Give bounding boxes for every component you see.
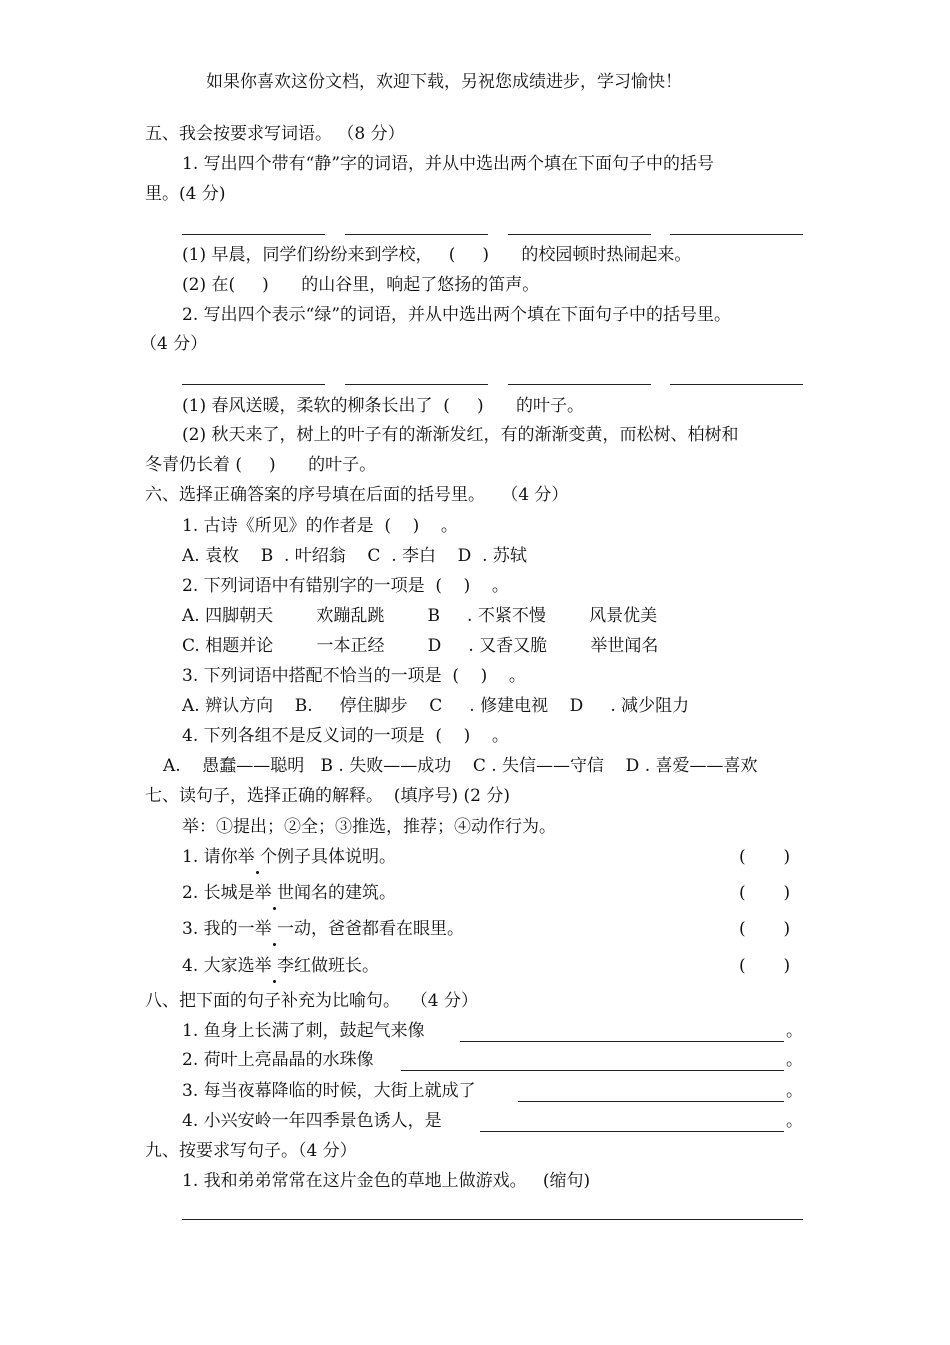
s5-q1-answer-blank-4[interactable] <box>670 234 803 235</box>
s5-q2-sentence-2-line2: 冬青仍长着 ( ) 的叶子。 <box>145 455 377 475</box>
s8-item-4-end: 。 <box>786 1111 803 1131</box>
s7-item-key-char: 举 <box>254 883 272 903</box>
s7-item-key-char: 举 <box>237 847 255 867</box>
s5-q2-answer-blank-3[interactable] <box>508 384 651 385</box>
s5-q1-answer-blank-3[interactable] <box>508 234 651 235</box>
s7-item-key-char: 举 <box>254 956 272 976</box>
s7-item-1 <box>182 847 396 867</box>
s6-q3-options: A. 辨认方向 B. 停住脚步 C . 修建电视 D . 减少阻力 <box>182 696 690 716</box>
s8-item-2-answer-blank[interactable] <box>401 1070 784 1071</box>
s7-item-3 <box>182 919 464 939</box>
emphasis-dot <box>256 871 259 874</box>
s8-item-3-text: 3. 每当夜幕降临的时候，大街上就成了 <box>182 1081 476 1101</box>
s6-q1: 1. 古诗《所见》的作者是 ( ) 。 <box>182 516 458 536</box>
s5-q1-line1: 1. 写出四个带有“静”字的词语，并从中选出两个填在下面句子中的括号 <box>182 154 715 174</box>
s7-item-post: 一动，爸爸都看在眼里。 <box>271 919 465 939</box>
s7-item-pre: 1. 请你 <box>182 847 238 867</box>
section-8-title: 八、把下面的句子补充为比喻句。 （4 分） <box>145 991 479 1011</box>
s7-item-post: 世闻名的建筑。 <box>271 883 397 903</box>
s7-item-3-answer-paren[interactable]: ( ) <box>739 919 791 939</box>
s8-item-1-text: 1. 鱼身上长满了刺，鼓起气来像 <box>182 1021 425 1041</box>
s5-q2-line2: （4 分） <box>140 334 208 354</box>
s8-item-3-answer-blank[interactable] <box>518 1101 784 1102</box>
emphasis-dot <box>273 907 276 910</box>
emphasis-dot <box>273 943 276 946</box>
s7-item-1-answer-paren[interactable]: ( ) <box>739 847 791 867</box>
s5-q1-answer-blank-2[interactable] <box>345 234 488 235</box>
section-7-title: 七、读句子，选择正确的解释。 (填序号) (2 分) <box>145 786 510 806</box>
emphasis-dot <box>273 980 276 983</box>
s7-item-2-answer-paren[interactable]: ( ) <box>739 883 791 903</box>
section-6-title: 六、选择正确答案的序号填在后面的括号里。 （4 分） <box>145 485 569 505</box>
s7-item-key-char: 举 <box>254 919 272 939</box>
s6-q4: 4. 下列各组不是反义词的一项是 ( ) 。 <box>182 726 509 746</box>
s7-definitions: 举：①提出；②全；③推选，推荐；④动作行为。 <box>182 817 556 837</box>
s7-item-pre: 3. 我的一 <box>182 919 255 939</box>
s5-q2-answer-blank-1[interactable] <box>182 384 325 385</box>
s7-item-pre: 2. 长城是 <box>182 883 255 903</box>
s7-item-2 <box>182 883 396 903</box>
s5-q1-line2: 里。(4 分) <box>145 184 226 204</box>
s5-q1-sentence-2: (2) 在( ) 的山谷里，响起了悠扬的笛声。 <box>182 275 540 295</box>
s6-q2: 2. 下列词语中有错别字的一项是 ( ) 。 <box>182 576 509 596</box>
s8-item-2-text: 2. 荷叶上亮晶晶的水珠像 <box>182 1050 374 1070</box>
s6-q2-options-row1: A. 四脚朝天 欢蹦乱跳 B . 不紧不慢 风景优美 <box>182 606 658 626</box>
s8-item-1-answer-blank[interactable] <box>460 1041 784 1042</box>
s8-item-4-text: 4. 小兴安岭一年四季景色诱人，是 <box>182 1111 442 1131</box>
s5-q2-line1: 2. 写出四个表示“绿”的词语，并从中选出两个填在下面句子中的括号里。 <box>182 305 732 325</box>
s7-item-post: 李红做班长。 <box>271 956 380 976</box>
s5-q2-sentence-1: (1) 春风送暖，柔软的柳条长出了 ( ) 的叶子。 <box>182 396 584 416</box>
s8-item-1-end: 。 <box>786 1021 803 1041</box>
s8-item-3-end: 。 <box>786 1081 803 1101</box>
s5-q1-sentence-1: (1) 早晨，同学们纷纷来到学校， ( ) 的校园顿时热闹起来。 <box>182 245 692 265</box>
page-header-note: 如果你喜欢这份文档，欢迎下载，另祝您成绩进步，学习愉快！ <box>206 72 682 92</box>
s6-q2-options-row2: C. 相题并论 一本正经 D . 又香又脆 举世闻名 <box>182 636 659 656</box>
s7-item-4 <box>182 956 379 976</box>
s5-q2-answer-blank-2[interactable] <box>345 384 488 385</box>
section-5-title: 五、我会按要求写词语。 （8 分） <box>145 124 405 144</box>
s5-q1-answer-blank-1[interactable] <box>182 234 325 235</box>
s7-item-4-answer-paren[interactable]: ( ) <box>739 956 791 976</box>
s6-q3: 3. 下列词语中搭配不恰当的一项是 ( ) 。 <box>182 666 526 686</box>
s6-q1-options: A. 袁枚 B . 叶绍翁 C . 李白 D . 苏轼 <box>182 546 527 566</box>
s6-q4-options: A. 愚蠢——聪明 B . 失败——成功 C . 失信——守信 D . 喜爱——喜欢 <box>163 756 758 776</box>
s9-q1-answer-blank[interactable] <box>182 1219 803 1220</box>
s9-q1: 1. 我和弟弟常常在这片金色的草地上做游戏。 (缩句) <box>182 1171 591 1191</box>
s7-item-pre: 4. 大家选 <box>182 956 255 976</box>
s8-item-2-end: 。 <box>786 1050 803 1070</box>
s7-item-post: 个例子具体说明。 <box>254 847 397 867</box>
s5-q2-sentence-2-line1: (2) 秋天来了，树上的叶子有的渐渐发红，有的渐渐变黄，而松树、柏树和 <box>182 425 739 445</box>
s8-item-4-answer-blank[interactable] <box>480 1131 784 1132</box>
section-9-title: 九、按要求写句子。（4 分） <box>145 1141 357 1161</box>
s5-q2-answer-blank-4[interactable] <box>670 384 803 385</box>
